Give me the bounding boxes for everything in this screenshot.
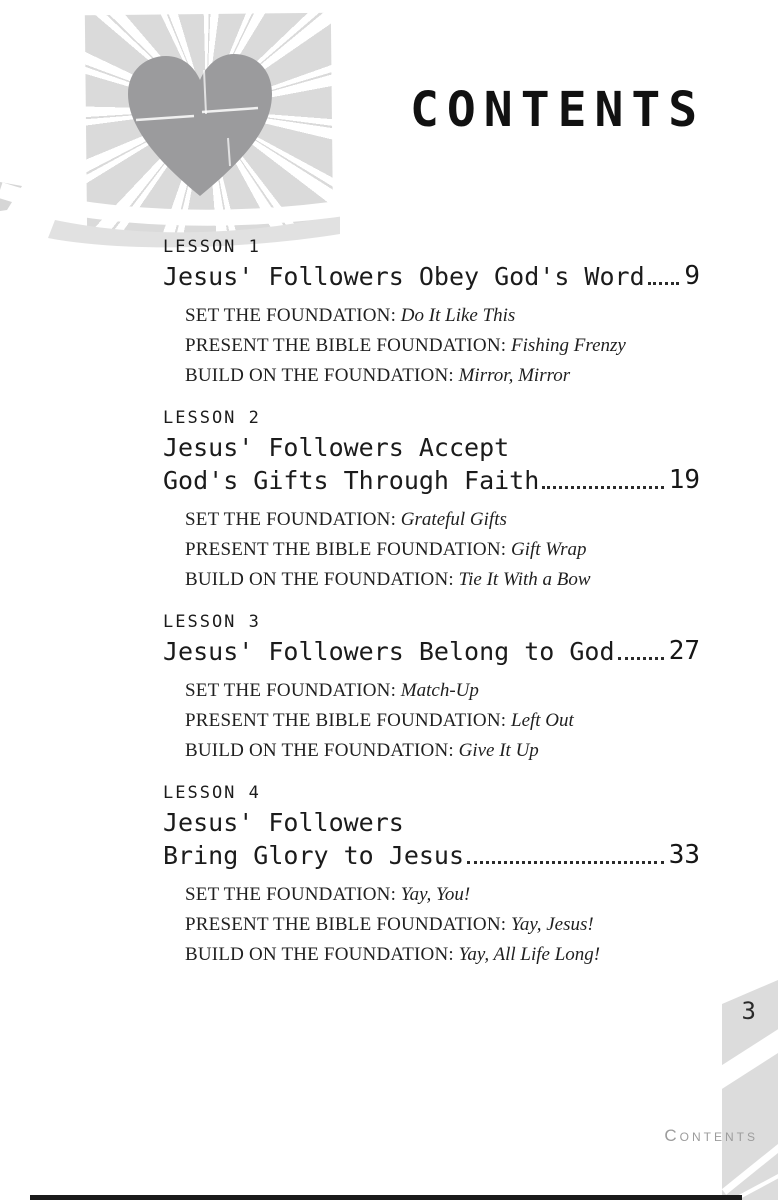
lesson-page-number: 33: [668, 840, 700, 870]
toc-item: [185, 880, 700, 910]
foundation-label: SET THE FOUNDATION:: [185, 884, 397, 905]
lesson-label: LESSON 4: [163, 783, 261, 803]
toc-item: [185, 331, 700, 361]
toc-item: [185, 910, 700, 940]
activity-title: Grateful Gifts: [400, 509, 507, 530]
page-title: CONTENTS: [410, 82, 706, 138]
lesson-block-4: [163, 784, 700, 970]
lesson-title-text: God's Gifts Through Faith: [163, 466, 540, 495]
activity-title: Tie It With a Bow: [458, 569, 591, 590]
foundation-label: PRESENT THE BIBLE FOUNDATION:: [185, 539, 507, 560]
toc-item: [185, 736, 700, 766]
foundation-label: SET THE FOUNDATION:: [185, 509, 397, 530]
lesson-title: [163, 839, 700, 872]
foundation-label: BUILD ON THE FOUNDATION:: [185, 365, 454, 386]
activity-title: Left Out: [511, 710, 574, 731]
lesson-label: LESSON 3: [163, 612, 261, 632]
heart-icon: [118, 48, 282, 200]
lesson-block-2: [163, 409, 700, 595]
running-footer: Contents: [664, 1126, 758, 1145]
toc-item: [185, 940, 700, 970]
lesson-page-number: 27: [668, 636, 700, 666]
foundation-label: PRESENT THE BIBLE FOUNDATION:: [185, 710, 507, 731]
dot-leader: [542, 486, 663, 489]
toc-item: [185, 565, 700, 595]
lesson-title: [163, 431, 700, 464]
activity-title: Yay, Jesus!: [511, 914, 594, 935]
folio-page-number: 3: [741, 997, 756, 1025]
heart-starburst-artwork: [0, 0, 400, 270]
dot-leader: [618, 657, 664, 660]
lesson-page-number: 9: [684, 261, 700, 291]
table-of-contents: [163, 238, 700, 988]
lesson-page-number: 19: [668, 465, 700, 495]
toc-item: [185, 706, 700, 736]
lesson-title-text: Jesus' Followers Belong to God: [163, 637, 615, 666]
lesson-items: [163, 301, 700, 391]
toc-item: [185, 301, 700, 331]
lesson-title-text: Jesus' Followers: [163, 808, 404, 837]
lesson-block-1: [163, 238, 700, 391]
dot-leader: [467, 861, 664, 864]
foundation-label: SET THE FOUNDATION:: [185, 680, 397, 701]
foundation-label: PRESENT THE BIBLE FOUNDATION:: [185, 335, 507, 356]
foundation-label: BUILD ON THE FOUNDATION:: [185, 740, 454, 761]
lesson-items: [163, 505, 700, 595]
foundation-label: SET THE FOUNDATION:: [185, 305, 397, 326]
activity-title: Mirror, Mirror: [458, 365, 571, 386]
lesson-title: [163, 806, 700, 839]
activity-title: Give It Up: [458, 740, 539, 761]
foundation-label: PRESENT THE BIBLE FOUNDATION:: [185, 914, 507, 935]
lesson-label: LESSON 2: [163, 408, 261, 428]
activity-title: Gift Wrap: [511, 539, 587, 560]
page-bottom-edge: [30, 1195, 742, 1200]
activity-title: Match-Up: [400, 680, 479, 701]
toc-item: [185, 505, 700, 535]
foundation-label: BUILD ON THE FOUNDATION:: [185, 944, 454, 965]
foundation-label: BUILD ON THE FOUNDATION:: [185, 569, 454, 590]
lesson-block-3: [163, 613, 700, 766]
activity-title: Yay, All Life Long!: [458, 944, 601, 965]
lesson-items: [163, 880, 700, 970]
lesson-title: [163, 635, 700, 668]
lesson-title: [163, 464, 700, 497]
toc-item: [185, 676, 700, 706]
lesson-label: LESSON 1: [163, 237, 261, 257]
dot-leader: [648, 282, 680, 285]
lesson-title-text: Jesus' Followers Obey God's Word: [163, 262, 645, 291]
activity-title: Fishing Frenzy: [511, 335, 626, 356]
lesson-items: [163, 676, 700, 766]
toc-item: [185, 361, 700, 391]
toc-item: [185, 535, 700, 565]
activity-title: Do It Like This: [400, 305, 516, 326]
activity-title: Yay, You!: [400, 884, 471, 905]
lesson-title-text: Bring Glory to Jesus: [163, 841, 465, 870]
lesson-title: [163, 260, 700, 293]
lesson-title-text: Jesus' Followers Accept: [163, 433, 510, 462]
